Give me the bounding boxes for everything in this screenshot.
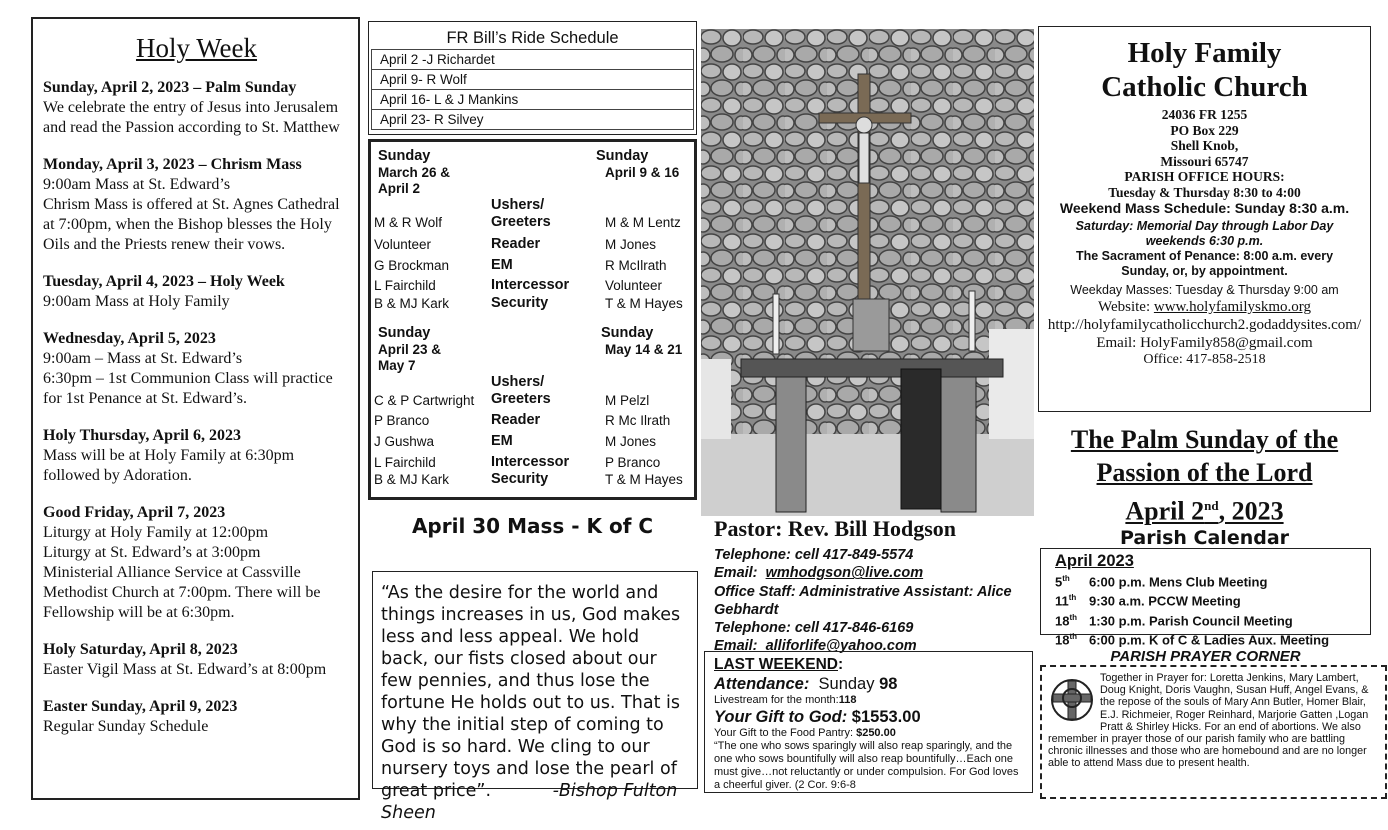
prayer-corner <box>1040 665 1387 799</box>
day-heading: Holy Thursday, April 6, 2023 <box>43 427 241 444</box>
feast-title <box>1038 423 1371 528</box>
block2-left-sub2: May 7 <box>378 358 416 373</box>
feast-date-year: , 2023 <box>1218 496 1284 526</box>
livestream-line <box>714 694 1024 707</box>
left-name: B & MJ Kark <box>374 296 450 311</box>
quote-text: “As the desire for the world and things increases in us, God makes less and less appeal. We hold back, our fists closed about our few pennies, and thus lose the fortune He holds out to us. That is why the initial step of coming to God is so hard. We cling to our nursery toys and lose the pearl of great price”. <box>381 583 681 801</box>
day-body: Regular Sunday Schedule <box>43 718 209 735</box>
event-day-suffix: th <box>1069 612 1078 622</box>
address-line: Shell Knob, <box>1170 138 1239 153</box>
parish-calendar <box>1040 548 1371 648</box>
left-name: C & P Cartwright <box>374 393 475 408</box>
kofc-mass-note: April 30 Mass - K of C <box>411 514 654 538</box>
gift-label: Your Gift to God <box>714 708 842 726</box>
role: Greeters <box>491 391 551 407</box>
website2-link[interactable]: http://holyfamilycatholicchurch2.godaddysites.com/ <box>1047 317 1362 333</box>
pantry-value: $250.00 <box>856 727 896 739</box>
right-name: T & M Hayes <box>605 472 683 487</box>
holy-week-day <box>43 155 350 255</box>
altar-photo <box>701 29 1034 516</box>
day-heading: Sunday, April 2, 2023 – Palm Sunday <box>43 79 297 96</box>
feast-line1: The Palm Sunday of the <box>1070 425 1339 454</box>
ministry-schedule <box>368 139 697 500</box>
pantry-line <box>714 727 1024 740</box>
block1-right-head: Sunday <box>596 148 649 164</box>
scripture-verse: “The one who sows sparingly will also reap sparingly, and the one who sows bountifully will also reap bountifully…Each one must give…not reluctantly or under compulsion. For God loves a cheerful giver. (2 Cor. 9:6-8 <box>714 740 1019 791</box>
email-label: Email: <box>714 565 758 582</box>
email-label: Email: <box>714 638 758 655</box>
right-name: M & M Lentz <box>605 215 681 230</box>
pastor-info <box>714 546 1034 656</box>
block1-left-sub1: March 26 & <box>378 165 451 180</box>
block1-left-sub2: April 2 <box>378 181 421 196</box>
feast-date-suffix: nd <box>1204 498 1219 513</box>
block2-right-sub1: May 14 & 21 <box>605 342 683 357</box>
last-weekend-heading-text: LAST WEEKEND <box>714 656 838 673</box>
church-name-line2: Catholic Church <box>1101 71 1308 103</box>
role: Ushers/ <box>491 197 545 213</box>
ride-schedule-title: FR Bill’s Ride Schedule <box>446 29 619 47</box>
prayer-corner-title: PARISH PRAYER CORNER <box>1110 648 1301 665</box>
pastor-email-link[interactable]: wmhodgson@live.com <box>765 565 924 582</box>
left-name: L Fairchild <box>374 278 436 293</box>
role: Reader <box>491 412 541 428</box>
holy-week-title: Holy Week <box>135 33 258 63</box>
event-day-suffix: th <box>1069 631 1078 641</box>
event-day: 5 <box>1055 574 1063 590</box>
church-email: Email: HolyFamily858@gmail.com <box>1096 335 1313 351</box>
left-name: J Gushwa <box>374 434 435 449</box>
left-name: L Fairchild <box>374 455 436 470</box>
quote-author: -Bishop Fulton Sheen <box>381 781 678 823</box>
ride-row: April 9- R Wolf <box>371 69 694 89</box>
day-heading: Wednesday, April 5, 2023 <box>43 330 216 347</box>
staff-email-link[interactable]: alliforlife@yahoo.com <box>765 638 917 655</box>
event-day: 18 <box>1055 612 1070 628</box>
ride-row: April 16- L & J Mankins <box>371 89 694 109</box>
day-body: Liturgy at Holy Family at 12:00pm Liturgy at St. Edward’s at 3:00pm Ministerial Alliance Service at Cassville Methodist Church at 7:00pm. There will be Fellowship will be at 6:30pm. <box>43 524 321 621</box>
holy-week-day <box>43 640 350 680</box>
right-name: M Pelzl <box>605 393 650 408</box>
holy-week-day <box>43 272 350 312</box>
day-heading: Monday, April 3, 2023 – Chrism Mass <box>43 156 302 173</box>
holy-week-day <box>43 78 350 138</box>
day-body: We celebrate the entry of Jesus into Jerusalem and read the Passion according to St. Matthew <box>43 99 340 136</box>
holy-week-day <box>43 426 350 486</box>
role: Greeters <box>491 214 551 230</box>
website-label: Website: <box>1098 299 1151 315</box>
pastor-title: Pastor: Rev. Bill Hodgson <box>714 516 957 541</box>
church-info <box>1038 26 1371 412</box>
day-body: Mass will be at Holy Family at 6:30pm followed by Adoration. <box>43 447 295 484</box>
event-day-suffix: th <box>1062 574 1070 583</box>
day-body: 9:00am – Mass at St. Edward’s 6:30pm – 1st Communion Class will practice for 1st Penance at St. Edward’s. <box>43 350 333 407</box>
last-weekend-box <box>704 651 1033 793</box>
calendar-month: April 2023 <box>1055 552 1134 570</box>
block1-left-head: Sunday <box>378 148 431 164</box>
livestream-label: Livestream for the month: <box>714 694 839 706</box>
attendance-value: 98 <box>879 675 898 693</box>
event-day-suffix: th <box>1068 593 1077 603</box>
role: Reader <box>491 236 541 252</box>
calendar-event <box>1055 590 1370 609</box>
website-line <box>1039 299 1370 316</box>
address-line: Missouri 65747 <box>1160 153 1249 169</box>
holy-week-day <box>43 697 350 737</box>
day-body: 9:00am Mass at St. Edward’s Chrism Mass is offered at St. Agnes Cathedral at 7:00pm, when the Bishop blesses the Holy Oils and the Priests renew their vows. <box>43 176 340 253</box>
heading-colon: : <box>838 656 844 673</box>
calendar-event <box>1055 610 1370 629</box>
ride-row: April 23- R Silvey <box>371 109 694 130</box>
last-weekend-heading <box>714 655 1024 674</box>
penance-schedule: The Sacrament of Penance: 8:00 a.m. every Sunday, or, by appointment. <box>1075 249 1334 278</box>
gift-line: Your Gift to God: $1553.00 <box>714 708 921 726</box>
feast-date <box>1038 489 1371 528</box>
weekday-masses: Weekday Masses: Tuesday & Thursday 9:00 am <box>1070 283 1339 297</box>
right-name: Volunteer <box>605 278 663 293</box>
holy-week-panel <box>31 17 360 800</box>
attendance-line <box>714 674 1024 694</box>
event-text: 1:30 p.m. Parish Council Meeting <box>1089 612 1293 628</box>
day-heading: Easter Sunday, April 9, 2023 <box>43 698 238 715</box>
right-name: T & M Hayes <box>605 296 683 311</box>
role: Security <box>491 295 549 311</box>
day-body: 9:00am Mass at Holy Family <box>43 293 230 310</box>
office-hours-label: PARISH OFFICE HOURS: <box>1124 169 1285 184</box>
website-link[interactable]: www.holyfamilyskmo.org <box>1153 299 1311 315</box>
attendance-label: Attendance: <box>714 675 810 693</box>
prayer-text: Together in Prayer for: Loretta Jenkins, Mary Lambert, Doug Knight, Doris Vaughn, Susan Huff, Angel Evans, & the repose of the souls of Mary Ann Butler, Homer Blair, E.J. Richmeier, Roger Reinhard, Marjorie Gatten ,Logan Pratt & Shirley Hicks. For an end of abortions. We also remember in prayer those of our parish family who are battling chronic illnesses and those who are homebound and are no longer able to attend Mass due to present health. <box>1048 672 1369 770</box>
block2-left-sub1: April 23 & <box>378 342 442 357</box>
role: Intercessor <box>491 277 570 293</box>
gift-value: $1553.00 <box>851 708 921 726</box>
right-name: R Mc Ilrath <box>605 413 671 428</box>
role: EM <box>491 433 513 449</box>
staff-phone: Telephone: cell 417-846-6169 <box>714 620 914 637</box>
left-name: M & R Wolf <box>374 215 443 230</box>
event-text: 6:00 p.m. K of C & Ladies Aux. Meeting <box>1089 632 1330 648</box>
left-name: Volunteer <box>374 237 432 252</box>
feast-date-main: April 2 <box>1125 496 1205 526</box>
ride-schedule <box>368 21 697 135</box>
ride-row: April 2 -J Richardet <box>371 49 694 69</box>
church-office-phone: Office: 417-858-2518 <box>1143 352 1266 367</box>
role: Ushers/ <box>491 374 545 390</box>
right-name: R McIlrath <box>605 258 667 273</box>
day-heading: Good Friday, April 7, 2023 <box>43 504 226 521</box>
livestream-value: 118 <box>838 694 857 706</box>
right-name: P Branco <box>605 455 661 470</box>
left-name: B & MJ Kark <box>374 472 450 487</box>
pantry-label: Your Gift to the Food Pantry: <box>714 727 854 739</box>
right-name: M Jones <box>605 237 657 252</box>
attendance-day: Sunday <box>818 675 875 693</box>
saturday-schedule: Saturday: Memorial Day through Labor Day weekends 6:30 p.m. <box>1075 219 1334 248</box>
day-heading: Holy Saturday, April 8, 2023 <box>43 641 238 658</box>
calendar-event <box>1055 629 1370 648</box>
role: Intercessor <box>491 454 570 470</box>
event-text: 6:00 p.m. Mens Club Meeting <box>1089 574 1268 590</box>
block2-left-head: Sunday <box>378 325 431 341</box>
block1-right-sub1: April 9 & 16 <box>605 165 680 180</box>
pastor-phone: Telephone: cell 417-849-5574 <box>714 547 914 563</box>
left-name: G Brockman <box>374 258 450 273</box>
role: EM <box>491 257 513 273</box>
parish-calendar-title: Parish Calendar <box>1119 527 1290 549</box>
day-body: Easter Vigil Mass at St. Edward’s at 8:00pm <box>43 661 327 678</box>
right-name: M Jones <box>605 434 657 449</box>
office-staff: Office Staff: Administrative Assistant: Alice Gebhardt <box>714 583 1012 618</box>
event-day: 11 <box>1055 593 1069 609</box>
event-text: 9:30 a.m. PCCW Meeting <box>1089 593 1241 609</box>
holy-week-day <box>43 503 350 623</box>
calendar-event <box>1055 571 1370 590</box>
quote-box <box>372 571 698 823</box>
left-name: P Branco <box>374 413 430 428</box>
celtic-cross-icon <box>1050 678 1094 722</box>
church-name-line1: Holy Family <box>1127 37 1282 69</box>
role: Security <box>491 471 549 487</box>
day-heading: Tuesday, April 4, 2023 – Holy Week <box>43 273 285 290</box>
block2-right-head: Sunday <box>601 325 654 341</box>
weekend-mass-schedule: Weekend Mass Schedule: Sunday 8:30 a.m. <box>1059 200 1350 216</box>
holy-week-day <box>43 329 350 409</box>
address-line: PO Box 229 <box>1170 122 1239 138</box>
pastor-email-line <box>714 564 1034 582</box>
address-line: 24036 FR 1255 <box>1161 107 1248 122</box>
office-hours: Tuesday & Thursday 8:30 to 4:00 <box>1108 184 1301 200</box>
event-day: 18 <box>1055 632 1070 648</box>
feast-line2: Passion of the Lord <box>1096 458 1313 487</box>
